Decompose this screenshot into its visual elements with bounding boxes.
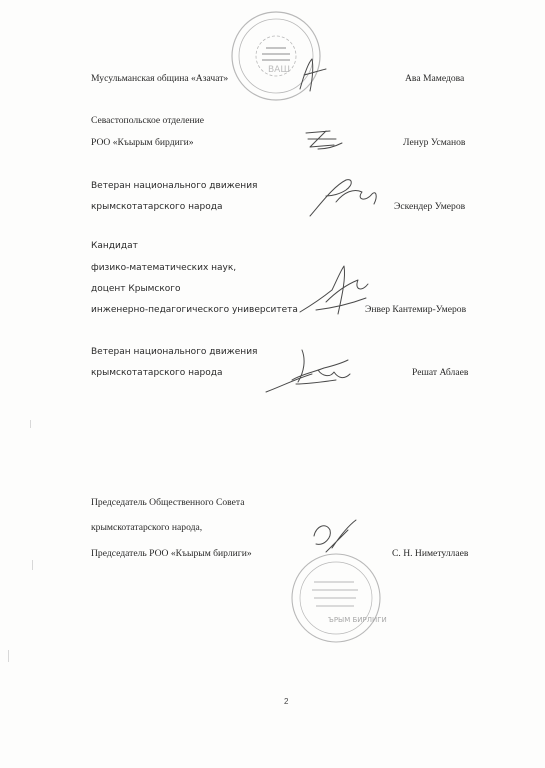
signatory-5-name: Решат Аблаев [412, 367, 469, 378]
scan-speck [30, 420, 31, 428]
bottom-seal-stamp [284, 552, 388, 648]
signatory-2-org-line-1: Севастопольское отделение [91, 115, 204, 126]
signatory-4-org-line-4: инженерно-педагогического университета [91, 305, 298, 315]
chairman-name: С. Н. Ниметуллаев [392, 548, 469, 559]
chairman-line-3: Председатель РОО «Къырым бирлиги» [91, 548, 252, 559]
chairman-line-2: крымскотатарского народа, [91, 522, 203, 533]
signatory-2-org-line-2: РОО «Къырым бирдиги» [91, 137, 194, 148]
scan-speck [32, 560, 33, 570]
signatory-3-org-line-2: крымскотатарского народа [91, 202, 223, 212]
signatory-4-org-line-3: доцент Крымского [91, 284, 181, 294]
page-number: 2 [284, 697, 289, 706]
signatory-3-org-line-1: Ветеран национального движения [91, 181, 258, 191]
signature-3 [306, 172, 384, 222]
signatory-4-name: Энвер Кантемир-Умеров [365, 304, 467, 315]
signatory-4-org-line-1: Кандидат [91, 241, 138, 251]
chairman-line-1: Председатель Общественного Совета [91, 497, 245, 508]
top-seal-text: ВАШ [268, 65, 290, 75]
signature-1 [286, 55, 336, 95]
signatory-1-name: Ава Мамедова [405, 73, 465, 84]
signatory-3-name: Эскендер Умеров [394, 201, 466, 212]
signatory-1-org-line-1: Мусульманская община «Азачат» [91, 73, 229, 84]
scan-speck [8, 650, 9, 662]
signatory-4-org-line-2: физико-математических наук, [91, 263, 237, 273]
signature-5 [262, 344, 362, 396]
signature-4 [296, 262, 376, 322]
signature-2 [300, 127, 350, 153]
signatory-5-org-line-2: крымскотатарского народа [91, 368, 223, 378]
bottom-seal-text: ЪРЫМ БИРЛИГИ [328, 616, 387, 624]
signatory-2-name: Ленур Усманов [403, 137, 466, 148]
signatory-5-org-line-1: Ветеран национального движения [91, 347, 258, 357]
